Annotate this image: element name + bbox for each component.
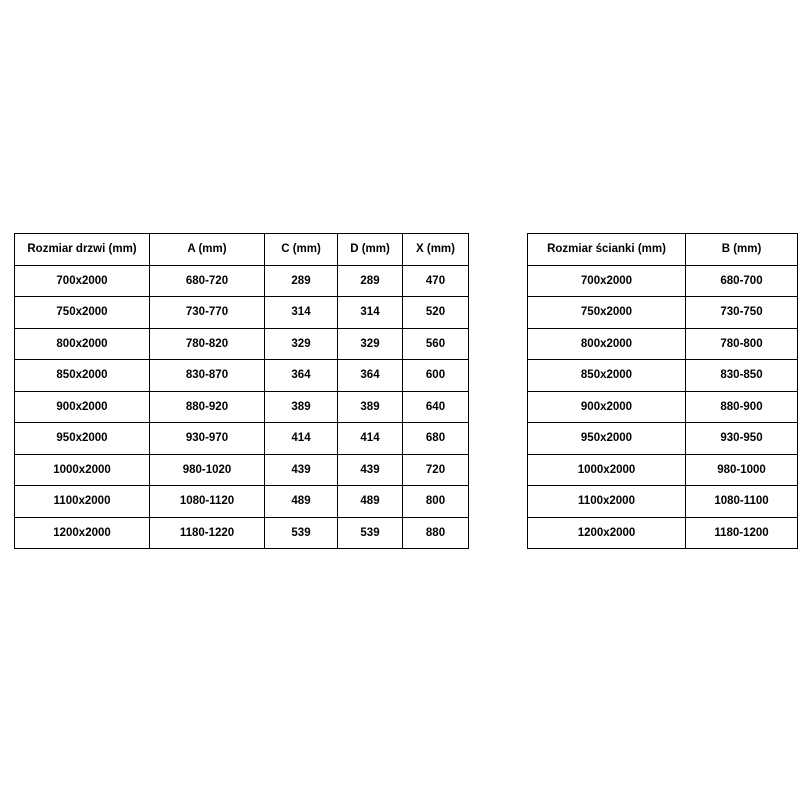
cell-x: 600 bbox=[403, 360, 469, 392]
cell-b: 1080-1100 bbox=[686, 486, 798, 518]
cell-door-size: 750x2000 bbox=[15, 297, 150, 329]
cell-a: 1180-1220 bbox=[150, 517, 265, 549]
cell-door-size: 900x2000 bbox=[15, 391, 150, 423]
table-row bbox=[528, 423, 798, 455]
cell-d: 364 bbox=[338, 360, 403, 392]
cell-b: 980-1000 bbox=[686, 454, 798, 486]
cell-c: 329 bbox=[265, 328, 338, 360]
cell-c: 314 bbox=[265, 297, 338, 329]
cell-c: 364 bbox=[265, 360, 338, 392]
cell-x: 470 bbox=[403, 265, 469, 297]
cell-b: 730-750 bbox=[686, 297, 798, 329]
cell-c: 289 bbox=[265, 265, 338, 297]
table-row bbox=[15, 328, 469, 360]
cell-wall-size: 950x2000 bbox=[528, 423, 686, 455]
cell-b: 780-800 bbox=[686, 328, 798, 360]
tables-container bbox=[0, 233, 800, 549]
table-row bbox=[528, 328, 798, 360]
cell-a: 730-770 bbox=[150, 297, 265, 329]
column-header-door-size: Rozmiar drzwi (mm) bbox=[15, 234, 150, 266]
cell-c: 539 bbox=[265, 517, 338, 549]
column-header-c: C (mm) bbox=[265, 234, 338, 266]
table-row bbox=[15, 265, 469, 297]
cell-c: 389 bbox=[265, 391, 338, 423]
cell-door-size: 700x2000 bbox=[15, 265, 150, 297]
cell-x: 560 bbox=[403, 328, 469, 360]
cell-b: 880-900 bbox=[686, 391, 798, 423]
cell-door-size: 800x2000 bbox=[15, 328, 150, 360]
cell-door-size: 1000x2000 bbox=[15, 454, 150, 486]
cell-a: 980-1020 bbox=[150, 454, 265, 486]
cell-x: 800 bbox=[403, 486, 469, 518]
column-header-d: D (mm) bbox=[338, 234, 403, 266]
cell-wall-size: 750x2000 bbox=[528, 297, 686, 329]
cell-c: 489 bbox=[265, 486, 338, 518]
cell-d: 329 bbox=[338, 328, 403, 360]
cell-d: 439 bbox=[338, 454, 403, 486]
cell-wall-size: 900x2000 bbox=[528, 391, 686, 423]
cell-b: 830-850 bbox=[686, 360, 798, 392]
cell-wall-size: 1200x2000 bbox=[528, 517, 686, 549]
table-row bbox=[528, 454, 798, 486]
cell-door-size: 850x2000 bbox=[15, 360, 150, 392]
cell-wall-size: 800x2000 bbox=[528, 328, 686, 360]
column-header-a: A (mm) bbox=[150, 234, 265, 266]
table-row bbox=[15, 454, 469, 486]
cell-a: 1080-1120 bbox=[150, 486, 265, 518]
cell-c: 439 bbox=[265, 454, 338, 486]
door-size-table bbox=[14, 233, 469, 549]
table-row bbox=[528, 297, 798, 329]
cell-door-size: 950x2000 bbox=[15, 423, 150, 455]
column-header-x: X (mm) bbox=[403, 234, 469, 266]
table-row bbox=[528, 360, 798, 392]
column-header-b: B (mm) bbox=[686, 234, 798, 266]
cell-b: 930-950 bbox=[686, 423, 798, 455]
cell-d: 389 bbox=[338, 391, 403, 423]
cell-x: 720 bbox=[403, 454, 469, 486]
table-row bbox=[528, 391, 798, 423]
column-header-wall-size: Rozmiar ścianki (mm) bbox=[528, 234, 686, 266]
table-header-row bbox=[528, 234, 798, 266]
cell-x: 680 bbox=[403, 423, 469, 455]
cell-a: 680-720 bbox=[150, 265, 265, 297]
cell-a: 830-870 bbox=[150, 360, 265, 392]
table-row bbox=[15, 486, 469, 518]
cell-wall-size: 700x2000 bbox=[528, 265, 686, 297]
table-row bbox=[15, 391, 469, 423]
table-row bbox=[528, 265, 798, 297]
cell-b: 1180-1200 bbox=[686, 517, 798, 549]
cell-d: 289 bbox=[338, 265, 403, 297]
cell-x: 520 bbox=[403, 297, 469, 329]
cell-b: 680-700 bbox=[686, 265, 798, 297]
table-row bbox=[15, 423, 469, 455]
table-header-row bbox=[15, 234, 469, 266]
cell-x: 880 bbox=[403, 517, 469, 549]
table-row bbox=[528, 517, 798, 549]
cell-wall-size: 850x2000 bbox=[528, 360, 686, 392]
cell-door-size: 1200x2000 bbox=[15, 517, 150, 549]
cell-wall-size: 1100x2000 bbox=[528, 486, 686, 518]
wall-size-table bbox=[527, 233, 798, 549]
table-row bbox=[15, 517, 469, 549]
cell-door-size: 1100x2000 bbox=[15, 486, 150, 518]
cell-d: 314 bbox=[338, 297, 403, 329]
table-row bbox=[528, 486, 798, 518]
table-row bbox=[15, 360, 469, 392]
cell-a: 880-920 bbox=[150, 391, 265, 423]
cell-c: 414 bbox=[265, 423, 338, 455]
cell-d: 539 bbox=[338, 517, 403, 549]
table-row bbox=[15, 297, 469, 329]
cell-d: 489 bbox=[338, 486, 403, 518]
cell-d: 414 bbox=[338, 423, 403, 455]
cell-a: 930-970 bbox=[150, 423, 265, 455]
cell-wall-size: 1000x2000 bbox=[528, 454, 686, 486]
cell-a: 780-820 bbox=[150, 328, 265, 360]
cell-x: 640 bbox=[403, 391, 469, 423]
